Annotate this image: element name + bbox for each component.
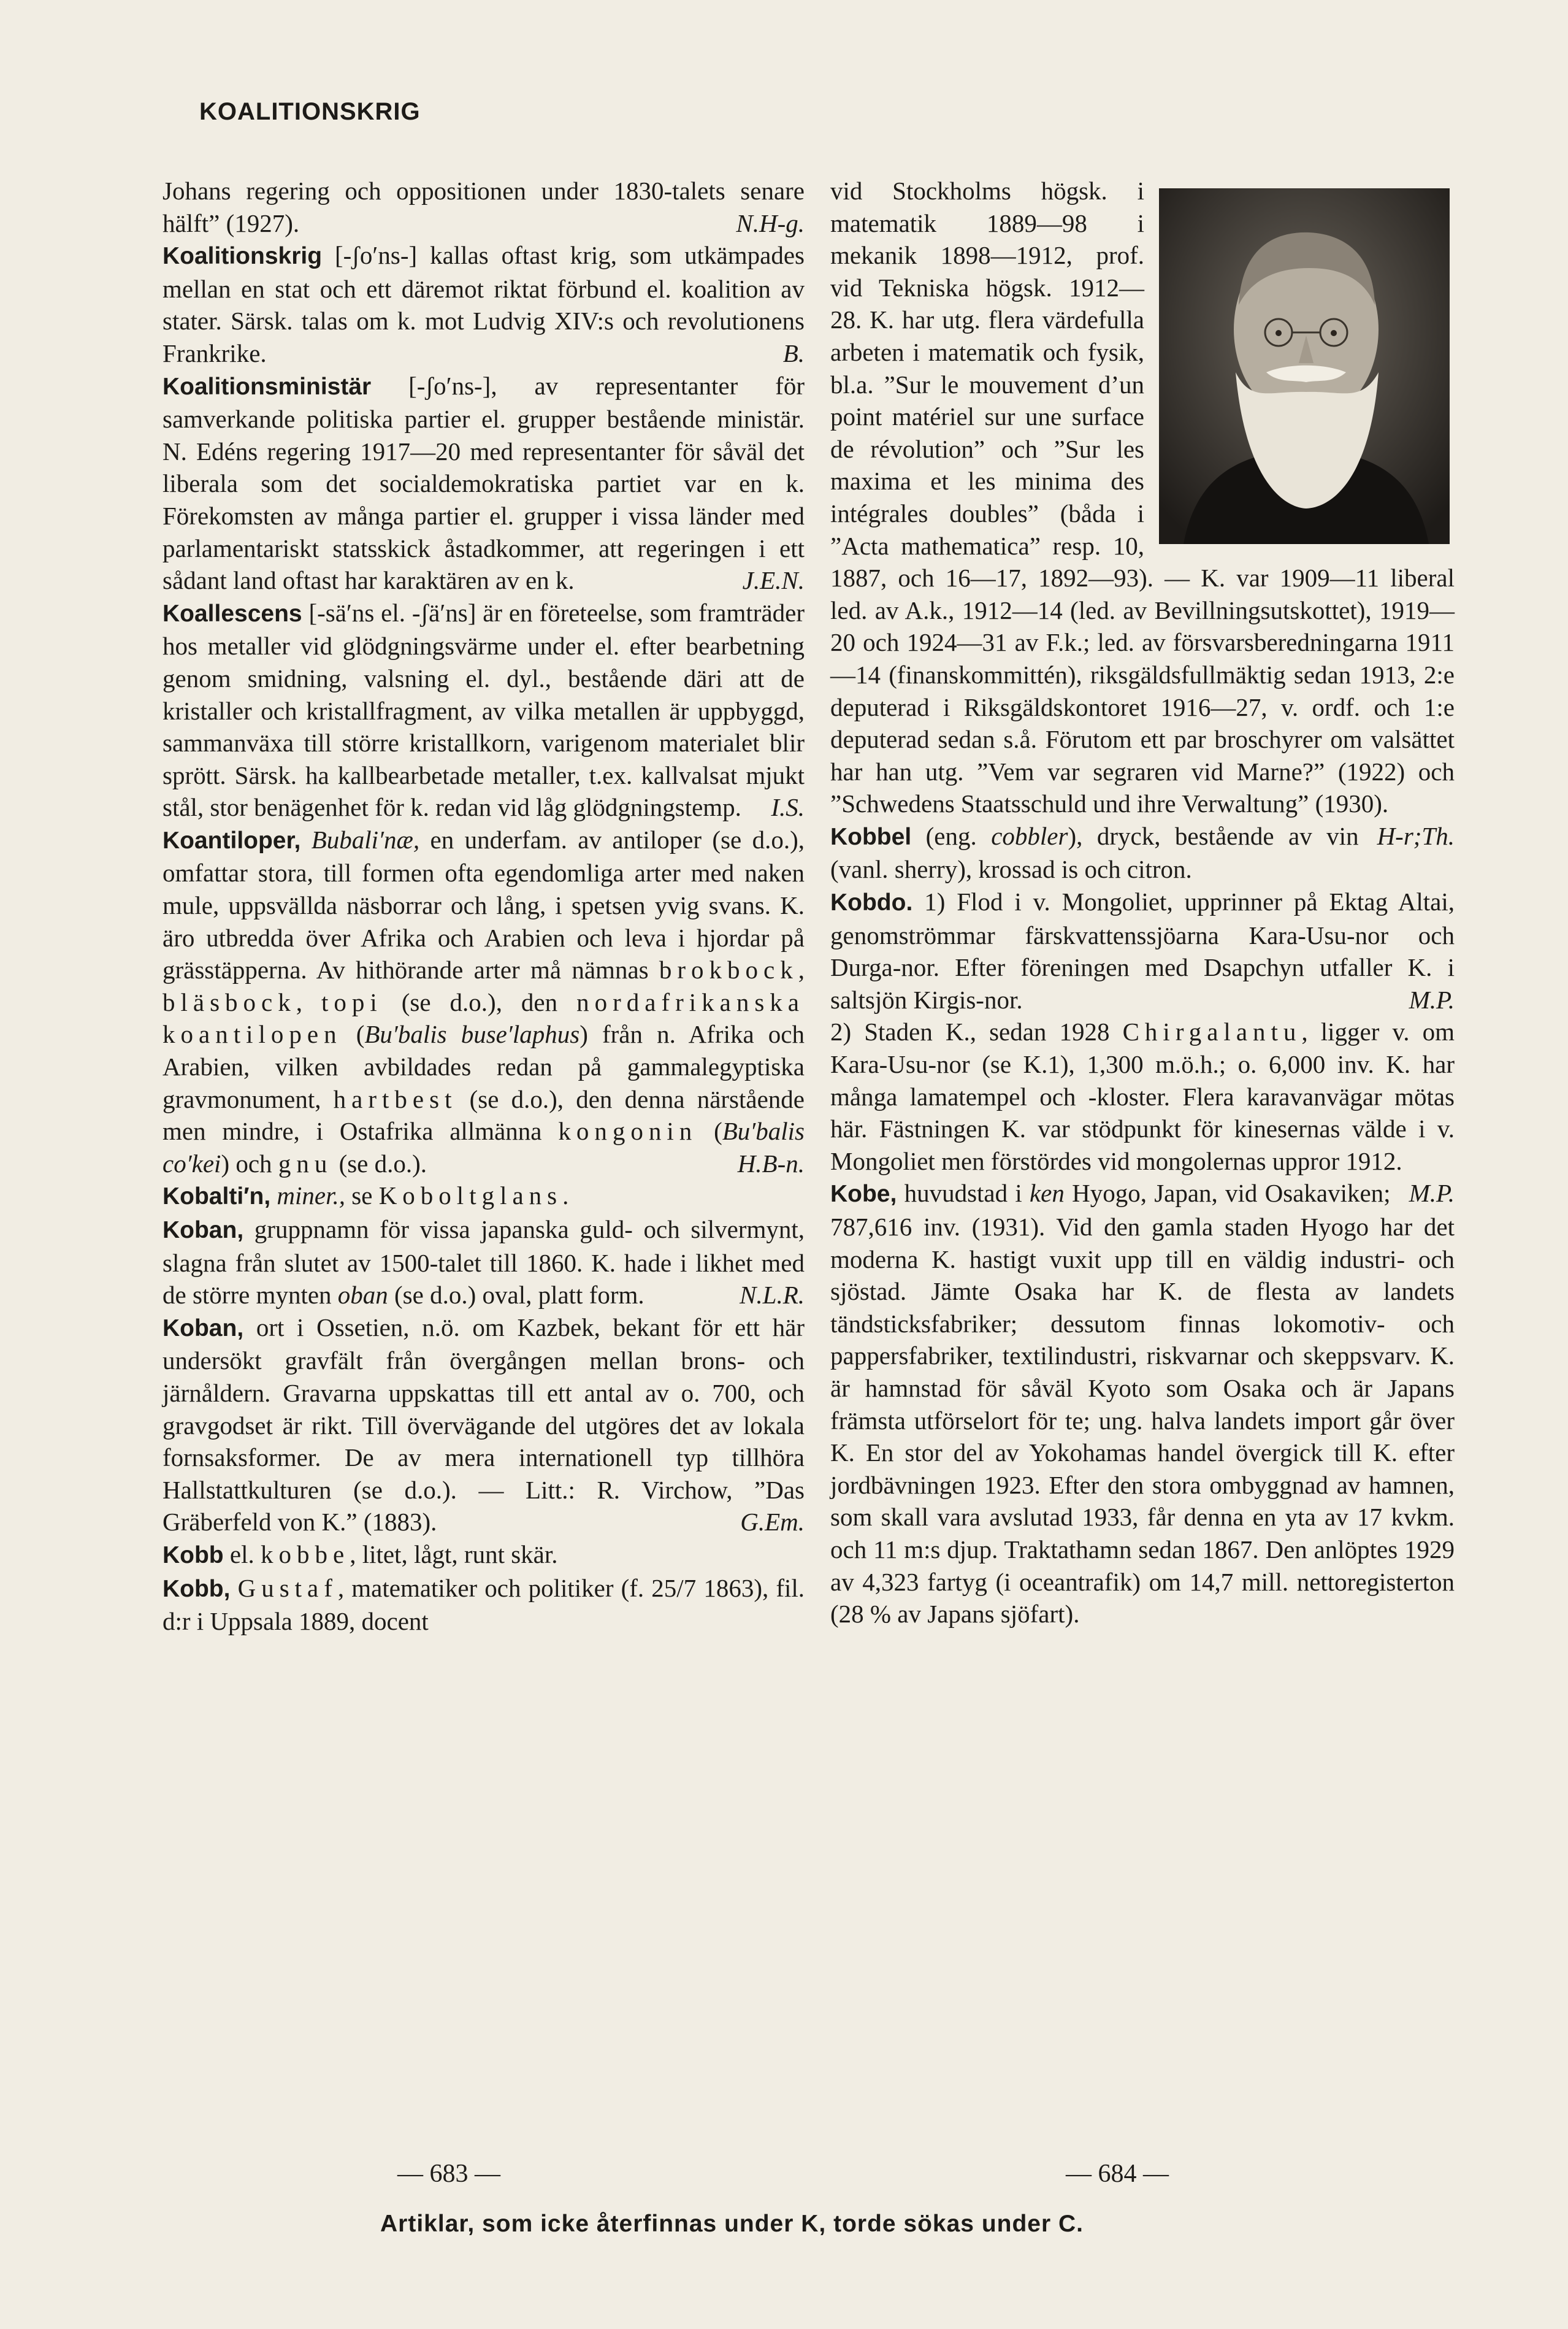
entry-text: ort i Ossetien, n.ö. om Kazbek, bekant för ett här undersökt gravfält från övergången mellan brons- och järnåldern. Gravarna uppskattas till ett antal av o. 700, och gravgodset är rikt. Till övervägande del utgöres det av lokala fornsaksformer. De av mera internationell typ tillhöra Hallstattkulturen (se d.o.). — Litt.: R. Virchow, ”Das Gräberfeld von K.” (1883). xyxy=(163,1313,805,1537)
entry-text: ) från n. Afrika och Arabien, vilken avbildades redan på gammalegyptiska gravmonument, xyxy=(163,1020,805,1113)
latin-name: Bubali′næ, xyxy=(311,825,420,854)
running-head: KOALITIONSKRIG xyxy=(199,98,421,125)
entry-koban-ort xyxy=(163,1311,805,1538)
entry-text: . xyxy=(562,1181,569,1210)
entry-text: [-ʃo′ns-], av representanter för samverkande politiska partier el. grupper bestående ministär. N. Edéns regering 1917—20 med representanter för såväl det liberala som det socialdemokratiska partiet var en k. Förekomsten av många partier el. grupper i vissa länder med parlamentariskt statsskick åstadkommer, att regeringen i ett sådant land oftast har karaktären av en k. xyxy=(163,371,805,595)
entry-koban-mynt xyxy=(163,1213,805,1311)
spaced-term: Gustaf xyxy=(237,1573,338,1602)
headword: Koantiloper, xyxy=(163,827,301,854)
entry-text: gruppnamn för vissa japanska guld- och silvermynt, slagna från slutet av 1500-talet till 1860. K. hade i likhet med de större mynten xyxy=(163,1215,805,1310)
headword: Kobb xyxy=(163,1541,224,1568)
author-signature: J.E.N. xyxy=(742,566,805,595)
term-italic: oban xyxy=(337,1281,388,1310)
author-signature: H.B-n. xyxy=(737,1149,805,1178)
headword: Kobbel xyxy=(830,823,912,850)
page-number-right: — 684 — xyxy=(1066,2160,1169,2188)
entry-text: , litet, lågt, runt skär. xyxy=(350,1540,558,1568)
author-signature: N.L.R. xyxy=(740,1281,805,1310)
portrait-illustration xyxy=(1159,188,1450,544)
cross-reference: Koboltglans xyxy=(378,1181,563,1210)
entry-text: 1) Flod i v. Mongoliet, upprinner på Ektag Altai, genomströmmar färskvattenssjöarna Kara-Usu-nor och Durga-nor. Efter föreningen med Dsapchyn utfaller K. i saltsjön Kirgis-nor. xyxy=(830,888,1455,1014)
spaced-term: kongonin xyxy=(558,1117,698,1146)
entry-text: 2) Staden K., sedan 1928 xyxy=(830,1018,1123,1046)
field-label: miner., xyxy=(277,1181,346,1210)
author-signature: M.P. xyxy=(1409,985,1455,1014)
spaced-term: brokbock xyxy=(659,956,798,984)
entry-text: [-sä′ns el. -ʃä′ns] är en företeelse, som framträder hos metaller vid glödgningsvärme under el. efter bearbetning genom smidning, valsning el. dyl., bestående däri att de kristaller och kristallfragment, av vilka metallen är uppbyggd, sammanväxa till större kristallkorn, varigenom materialet blir sprött. Särsk. ha kallbearbetade metaller, t.ex. kallvalsat mjukt stål, stor benägenhet för k. redan vid låg glödgningstemp. xyxy=(163,598,805,822)
entry-text: (se d.o.), den xyxy=(382,988,577,1016)
left-column xyxy=(163,175,805,1638)
portrait-photo xyxy=(1159,188,1450,544)
entry-text: se xyxy=(345,1181,379,1210)
entry-text: (se d.o.). xyxy=(332,1149,427,1178)
author-signature: M.P. xyxy=(1409,1179,1455,1208)
entry-text: [-ʃo′ns-] kallas oftast krig, som utkämpades mellan en stat och ett däremot riktat förbund el. koalition av stater. Särsk. talas om k. mot Ludvig XIV:s och revolutionens Frankrike. xyxy=(163,241,805,367)
headword: Koalitionsministär xyxy=(163,373,372,400)
entry-text: (se d.o.), den denna närstående men mindre, i Ostafrika allmänna xyxy=(163,1084,805,1146)
headword: Koban, xyxy=(163,1217,244,1243)
spaced-term: Chirgalantu xyxy=(1122,1018,1302,1046)
headword: Koallescens xyxy=(163,600,302,627)
term-italic: ken xyxy=(1029,1179,1065,1208)
headword: Kobe, xyxy=(830,1181,897,1208)
author-signature: G.Em. xyxy=(740,1508,805,1537)
author-signature: B. xyxy=(782,339,805,367)
entry-koallescens xyxy=(163,597,805,824)
entry-text: ) och xyxy=(221,1149,278,1178)
author-signature: I.S. xyxy=(771,793,805,822)
entry-text: ( xyxy=(697,1117,722,1146)
author-signature: N.H-g. xyxy=(736,209,805,237)
entry-continuation xyxy=(163,175,805,239)
entry-text: 1863), fil. d:r i Uppsala 1889, docent xyxy=(163,1573,805,1636)
entry-text: (se d.o.) oval, platt form. xyxy=(388,1281,644,1310)
entry-koalitionsministar xyxy=(163,370,805,597)
entry-text: , xyxy=(296,988,321,1016)
right-column xyxy=(830,175,1455,1630)
author-signature: H-r;Th. xyxy=(1377,821,1455,850)
birth-date: 25/7 xyxy=(651,1573,697,1602)
entry-text: (eng. xyxy=(911,821,992,850)
spaced-term: bläsbock xyxy=(163,988,296,1016)
entry-kobaltin xyxy=(163,1180,805,1213)
spaced-term: topi xyxy=(321,988,383,1016)
spaced-term: kobbe xyxy=(260,1540,350,1568)
term-italic: cobbler xyxy=(991,821,1068,850)
entry-kobdo xyxy=(830,886,1455,1016)
footer-note: Artiklar, som icke återfinnas under K, torde sökas under C. xyxy=(380,2211,1084,2237)
headword: Koban, xyxy=(163,1314,244,1341)
entry-text: Hyogo, Japan, vid Osakaviken; 787,616 inv. (1931). Vid den gamla staden Hyogo har det moderna K. hastigt vuxit upp till en väldig industri- och sjöstad. Jämte Osaka har K. de flesta av landets tändsticksfabriker; dessutom finnas lokomotiv- och pappersfabriker, textilindustri, riskvarnar och skeppsvarv. K. är hamnstad för såväl Kyoto som Osaka och är Japans främsta utförselort för te; ung. halva landets import går över K. En stor del av Yokohamas handel övergick till K. efter jordbävningen 1923. Efter den stora ombyggnad av hamnen, som skall vara avslutad 1933, får denna en yta av 17 kvkm. och 11 m:s djup. Traktathamn sedan 1867. Den anlöptes 1929 av 4,323 fartyg (i oceantrafik) om 14,7 mill. nettoregisterton (28 % av Japans sjöfart). xyxy=(830,1179,1455,1629)
entry-text: , matematiker och politiker (f. xyxy=(337,1573,652,1602)
headword: Kobb, xyxy=(163,1575,231,1602)
entry-text: ), dryck, bestående av vin (vanl. sherry), krossad is och citron. xyxy=(830,821,1359,884)
spaced-term: gnu xyxy=(278,1149,333,1178)
entry-koantiloper xyxy=(163,824,805,1180)
entry-text: huvudstad i xyxy=(897,1179,1030,1208)
headword: Kobdo. xyxy=(830,889,913,916)
entry-koalitionskrig xyxy=(163,239,805,369)
entry-kobb-gustaf xyxy=(163,1572,805,1638)
entry-kobb xyxy=(163,1538,805,1572)
entry-text: , xyxy=(798,956,805,984)
headword: Kobalti′n, xyxy=(163,1183,271,1210)
entry-text: el. xyxy=(223,1540,261,1568)
spaced-term: nordafrikanska koantilopen xyxy=(163,988,805,1049)
entry-text: vid Stockholms högsk. i matematik 1889—98 i mekanik 1898—1912, prof. vid Tekniska högsk. 1912—28. K. har utg. flera värdefulla arbeten i matematik och fysik, bl.a. ”Sur le mouvement d’un point matériel sur une surface de révolution” och ”Sur les maxima et les minima des intégrales doubles” (båda i ”Acta mathematica” resp. 10, 1887, och 16—17, 1892—93). — K. var 1909—11 liberal led. av A.k., 1912—14 (led. av Bevillningsutskottet), 1919—20 och 1924—31 av F.k.; led. av försvarsberedningarna 1911—14 (finanskommittén), riksgäldsfullmäktig sedan 1913, 2:e deputerad i Riksgäldskontoret 1916—27, v. ordf. och 1:e deputerad sedan s.å. Förutom ett par broschyrer om valsättet har han utg. ”Vem var segraren vid Marne?” (1922) och ”Schwedens Staatsschuld und ihre Verwaltung” (1930). xyxy=(830,177,1455,818)
entry-text: ( xyxy=(342,1020,365,1049)
headword: Koalitionskrig xyxy=(163,243,323,270)
spaced-term: hartbest xyxy=(333,1084,457,1113)
latin-name: Bu′balis buse′laphus xyxy=(364,1020,580,1049)
latin-name: Bu′balis co′kei xyxy=(163,1117,805,1178)
page-number-left: — 683 — xyxy=(397,2160,500,2188)
entry-text: Johans regering och oppositionen under 1830-talets senare hälft” (1927). xyxy=(163,177,805,237)
entry-kobe xyxy=(830,1177,1455,1630)
entry-text: en underfam. av antiloper (se d.o.), omfattar stora, till formen ofta egendomliga arter med naken mule, uppsvällda näsborrar och lång, i spetsen yvig svans. K. äro utbredda över Afrika och Arabien och leva i hjordar på grässtäpperna. Av hithörande arter må nämnas xyxy=(163,825,805,984)
entry-text: , ligger v. om Kara-Usu-nor (se K.1), 1,300 m.ö.h.; o. 6,000 inv. K. har många lamatempel och -kloster. Flera karavanvägar mötas här. Fästningen K. var stödpunkt för kinesernas välde i v. Mongoliet men förstördes vid mongolernas uppror 1912. xyxy=(830,1018,1455,1175)
